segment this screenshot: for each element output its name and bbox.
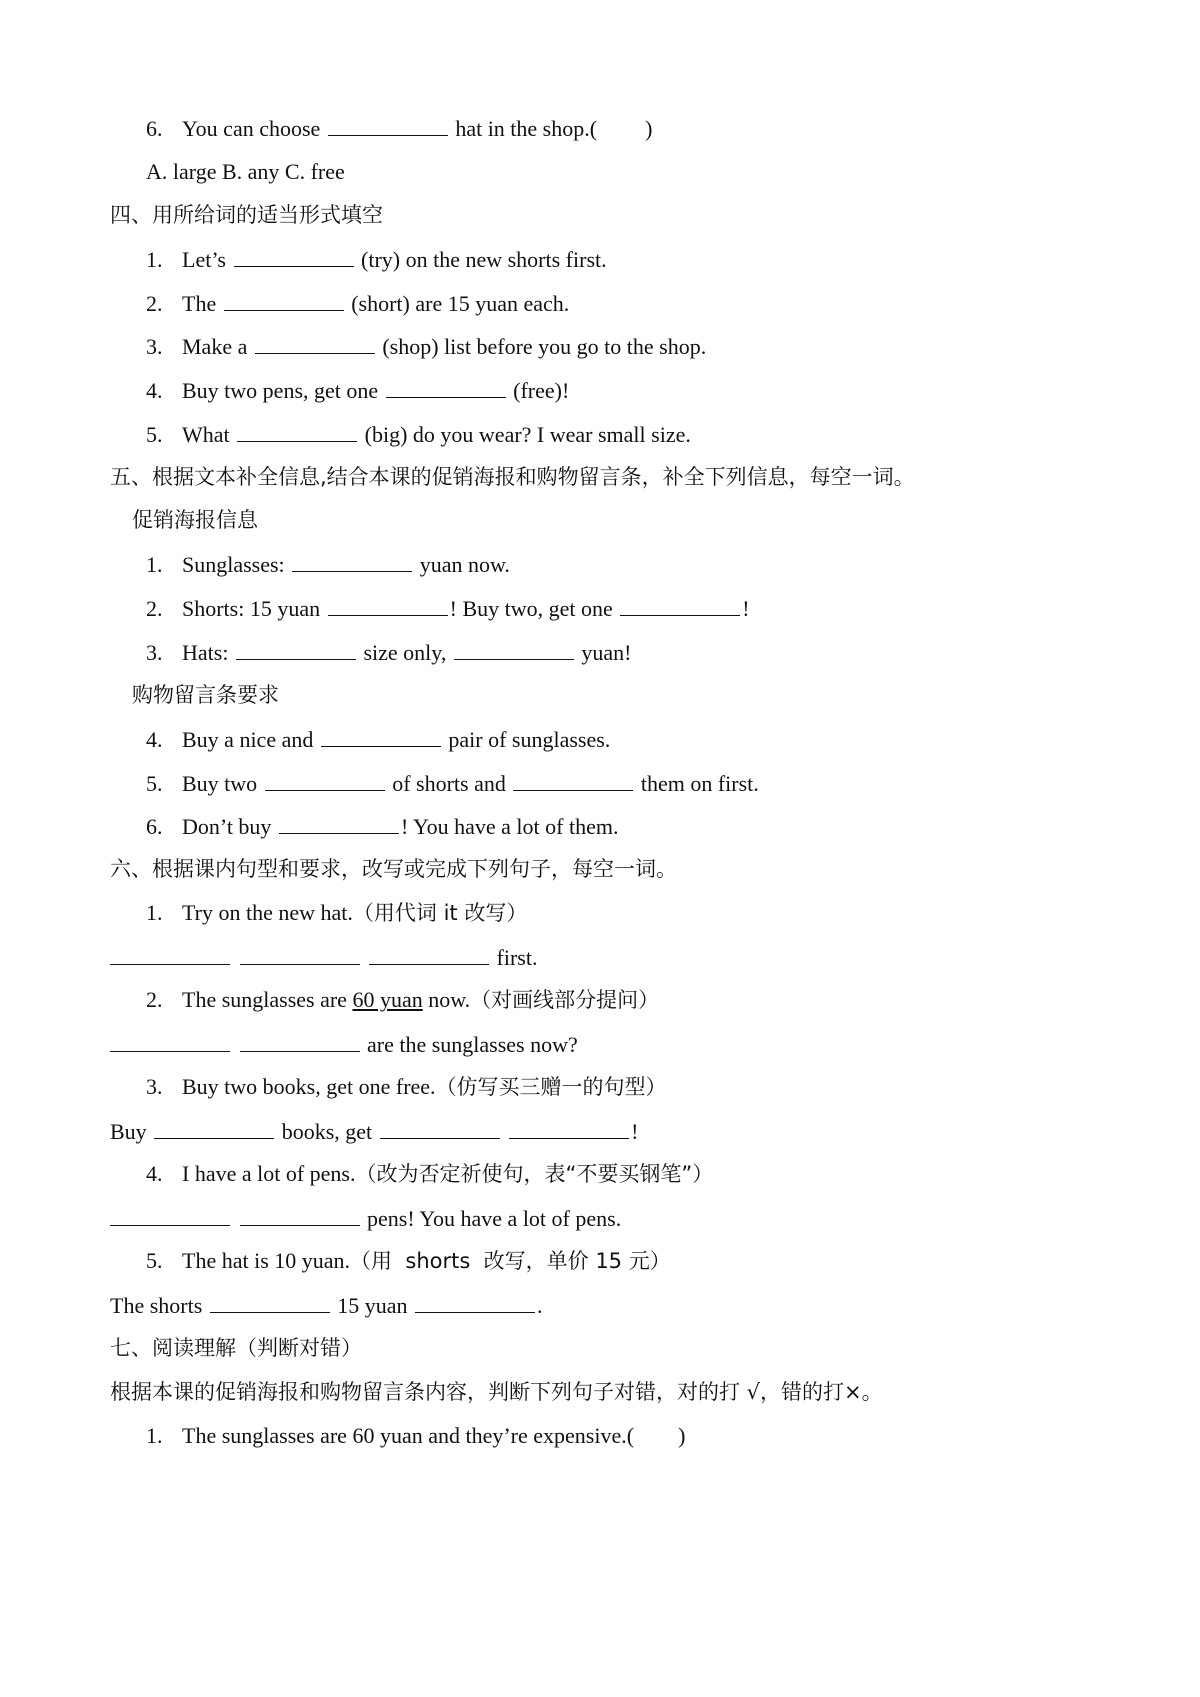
answer-blank[interactable] [328,113,448,136]
answer-blank[interactable] [237,419,357,442]
item-text: The [182,291,217,316]
item-hint: （用 shorts 改写，单价 15 元） [350,1249,671,1273]
s7-item-1 [146,1421,685,1451]
answer-blank[interactable] [328,593,448,616]
s6-item-3 [146,1072,667,1102]
item-text: pens! You have a lot of pens. [367,1206,622,1231]
s4-item-5 [146,419,691,450]
answer-bracket-close: ) [678,1423,686,1448]
s4-item-1 [146,244,607,275]
section-5-title: 五、根据文本补全信息,结合本课的促销海报和购物留言条，补全下列信息，每空一词。 [110,465,915,489]
item-number: 6. [146,116,163,141]
answer-blank[interactable] [240,1029,360,1052]
item-number: 5. [146,1248,163,1273]
item-text: Sunglasses: [182,552,285,577]
section-4-title: 四、用所给词的适当形式填空 [110,203,383,227]
item-text: ! [631,1119,639,1144]
item-text: 15 yuan [337,1293,408,1318]
item-text: size only, [363,640,447,665]
s6-item-2-answer [110,1029,578,1060]
answer-blank[interactable] [292,549,412,572]
section-7-instruction: 根据本课的促销海报和购物留言条内容，判断下列句子对错，对的打 √，错的打×。 [110,1380,883,1404]
s6-item-5 [146,1246,671,1276]
item-text: Shorts: 15 yuan [182,596,321,621]
item-number: 5. [146,771,163,796]
item-number: 3. [146,334,163,359]
answer-blank[interactable] [380,1116,500,1139]
item-text: hat in the shop.( [455,116,598,141]
item-text: first. [496,945,538,970]
item-number: 2. [146,291,163,316]
item-number: 1. [146,1423,163,1448]
answer-blank[interactable] [620,593,740,616]
item-number: 4. [146,727,163,752]
s4-item-2 [146,288,569,319]
section-6-title: 六、根据课内句型和要求，改写或完成下列句子，每空一词。 [110,857,677,881]
s6-item-1-answer [110,942,537,973]
item-text: I have a lot of pens. [182,1161,356,1186]
item-text: of shorts and [392,771,506,796]
item-text: Buy two pens, get one [182,378,379,403]
item-text: (big) do you wear? I wear small size. [364,422,691,447]
s6-item-2 [146,985,659,1015]
s5-item-1 [146,549,510,580]
item-number: 3. [146,1074,163,1099]
item-number: 4. [146,1161,163,1186]
item-hint: （用代词 it 改写） [352,901,528,925]
item-text: (free)! [513,378,570,403]
answer-blank[interactable] [110,1203,230,1226]
item-text: . [537,1293,543,1318]
item-number: 2. [146,596,163,621]
s5-item-5 [146,768,759,799]
item-text: Buy two [182,771,258,796]
item-number: 1. [146,900,163,925]
answer-blank[interactable] [509,1116,629,1139]
s6-item-4-answer [110,1203,621,1234]
s6-item-5-answer [110,1290,543,1321]
item-text: Make a [182,334,248,359]
item-number: 5. [146,422,163,447]
answer-blank[interactable] [415,1290,535,1313]
s6-item-4 [146,1159,713,1189]
s4-item-3 [146,331,706,362]
answer-blank[interactable] [369,942,489,965]
q3-item-6-options: A. large B. any C. free [146,159,345,184]
answer-blank[interactable] [386,375,506,398]
answer-blank[interactable] [255,331,375,354]
s6-item-3-answer [110,1116,638,1147]
item-text: Hats: [182,640,229,665]
s4-item-4 [146,375,569,406]
item-hint: （仿写买三赠一的句型） [435,1075,667,1099]
item-text: The sunglasses are [182,987,347,1012]
item-text: books, get [281,1119,373,1144]
item-number: 6. [146,814,163,839]
s5-item-6 [146,811,618,842]
answer-blank[interactable] [236,637,356,660]
item-number: 4. [146,378,163,403]
item-hint: （改为否定祈使句，表“不要买钢笔”） [355,1162,714,1186]
poster-heading: 促销海报信息 [132,508,258,532]
item-text: What [182,422,230,447]
answer-bracket-close: ) [645,116,653,141]
note-heading: 购物留言条要求 [132,683,279,707]
answer-blank[interactable] [240,1203,360,1226]
item-number: 1. [146,247,163,272]
item-text: ! Buy two, get one [449,596,613,621]
item-text: The shorts [110,1293,203,1318]
answer-blank[interactable] [110,942,230,965]
item-number: 1. [146,552,163,577]
answer-blank[interactable] [265,768,385,791]
item-text: yuan now. [419,552,510,577]
answer-blank[interactable] [321,724,441,747]
answer-blank[interactable] [279,811,399,834]
s5-item-4 [146,724,610,755]
answer-blank[interactable] [454,637,574,660]
item-text: them on first. [640,771,759,796]
q3-item-6 [146,113,652,144]
s5-item-2 [146,593,750,624]
answer-blank[interactable] [234,244,354,267]
answer-blank[interactable] [240,942,360,965]
item-text: now. [428,987,471,1012]
item-text: (try) on the new shorts first. [361,247,607,272]
answer-blank[interactable] [513,768,633,791]
answer-blank[interactable] [154,1116,274,1139]
item-text: are the sunglasses now? [367,1032,578,1057]
item-text: yuan! [581,640,632,665]
s5-item-3 [146,637,631,668]
item-text: pair of sunglasses. [448,727,611,752]
item-text: The hat is 10 yuan. [182,1248,351,1273]
section-7-title: 七、阅读理解（判断对错） [110,1336,362,1360]
item-number: 2. [146,987,163,1012]
underlined-phrase: 60 yuan [352,987,423,1012]
s6-item-1 [146,898,527,928]
item-text: Buy a nice and [182,727,314,752]
item-text: Buy [110,1119,147,1144]
item-text: Let’s [182,247,226,272]
item-text: (shop) list before you go to the shop. [382,334,707,359]
item-text: Don’t buy [182,814,272,839]
item-number: 3. [146,640,163,665]
answer-blank[interactable] [224,288,344,311]
answer-blank[interactable] [210,1290,330,1313]
item-text: (short) are 15 yuan each. [351,291,570,316]
item-text: ! [742,596,750,621]
item-text: ! You have a lot of them. [400,814,619,839]
answer-blank[interactable] [110,1029,230,1052]
item-text: The sunglasses are 60 yuan and they’re expensive.( [182,1423,635,1448]
item-text: You can choose [182,116,321,141]
item-text: Try on the new hat. [182,900,353,925]
item-hint: （对画线部分提问） [470,988,660,1012]
item-text: Buy two books, get one free. [182,1074,436,1099]
